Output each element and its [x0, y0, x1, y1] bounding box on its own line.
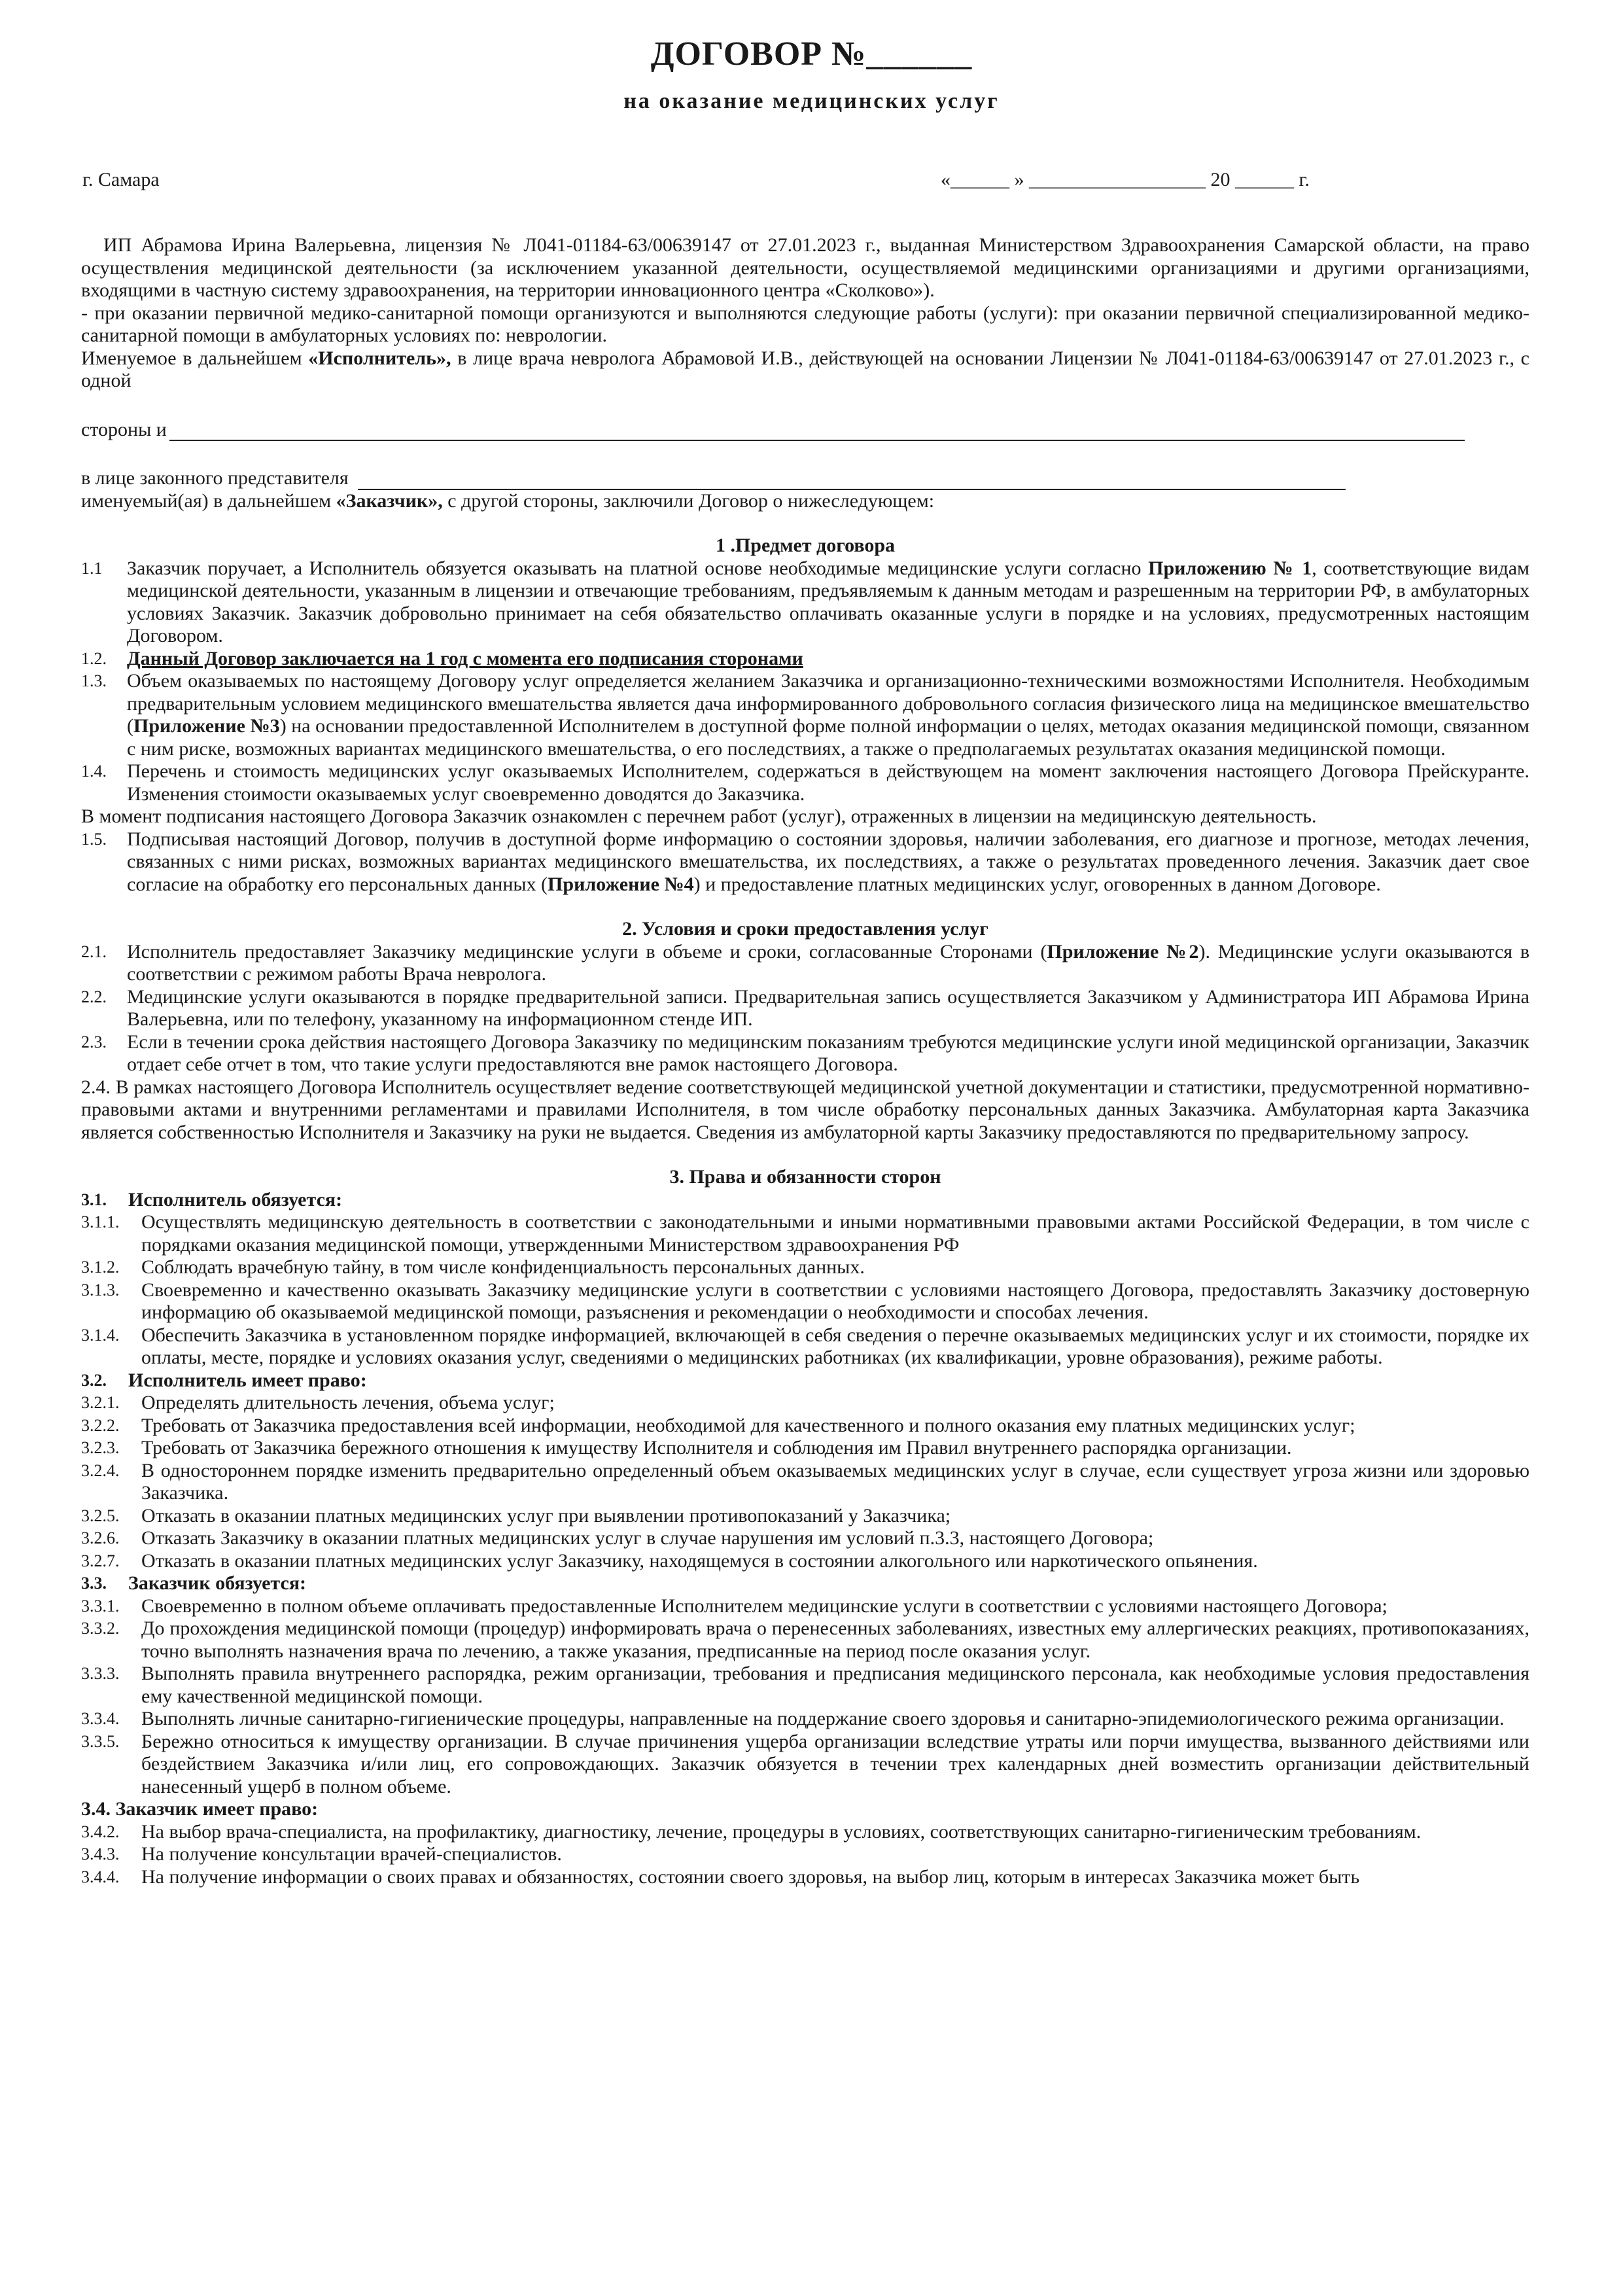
preamble-customer: именуемый(ая) в дальнейшем «Заказчик», с другой стороны, заключили Договор о нижеследующем: — [81, 489, 935, 512]
section-2-title: 2. Условия и сроки предоставления услуг — [622, 918, 988, 940]
clause-3-3-heading: 3.3. Заказчик обязуется: — [81, 1572, 307, 1594]
clause-1-1: 1.1 Заказчик поручает, а Исполнитель обязуется оказывать на платной основе необходимые медицинские услуги согласно Приложению № 1, соответствующие видам медицинской деятельности, указанным в лицензии и отвечающие требованиям, предъявляемым к данным методам и разрешенным на территории РФ, в амбулаторных условиях Заказчик. Заказчик добровольно принимает на себя обязательство оплачивать оказанные услуги в порядке и на условиях, предусмотренных настоящим Договором. — [81, 557, 1530, 646]
preamble-services: - при оказании первичной медико-санитарной помощи организуются и выполняются следующие работы (услуги): при оказании первичной специализированной медико-санитарной помощи в амбулаторных условиях по: неврологии. — [81, 302, 1529, 346]
clause-3-2-4: 3.2.4. В одностороннем порядке изменить предварительно определенный объем оказываемых медицинских услуг в случае, если существует угроза жизни или здоровью Заказчика. — [81, 1459, 1529, 1504]
clause-3-1-2: 3.1.2. Соблюдать врачебную тайну, в том числе конфиденциальность персональных данных. — [81, 1256, 865, 1278]
clause-3-2-heading: 3.2. Исполнитель имеет право: — [81, 1369, 367, 1391]
clause-3-1-4: 3.1.4. Обеспечить Заказчика в установленном порядке информацией, включающей в себя сведения о перечне оказываемых медицинских услуг и их стоимости, порядке их оплаты, месте, порядке и условиях оказания услуг, сведениями о медицинских работниках (их квалификации, уровне образования), режиме работы. — [81, 1324, 1529, 1368]
clause-3-1-3: 3.1.3. Своевременно и качественно оказывать Заказчику медицинские услуги в соответствии с условиями настоящего Договора, предоставлять Заказчику достоверную информацию об оказываемой медицинской помощи, разъяснения и рекомендации о необходимости и способах лечения. — [81, 1279, 1529, 1323]
clause-3-4-heading: 3.4. Заказчик имеет право: — [81, 1798, 319, 1820]
clause-3-3-2: 3.3.2. До прохождения медицинской помощи (процедур) информировать врача о перенесенных заболеваниях, известных ему аллергических реакциях, противопоказаниях, точно выполнять назначения врача по лечению, а также указания, предписанные на период после оказания услуг. — [81, 1617, 1529, 1662]
clause-3-3-4: 3.3.4. Выполнять личные санитарно-гигиенические процедуры, направленные на поддержание своего здоровья и санитарно-эпидемиологического режима организации. — [81, 1708, 1505, 1729]
document-subtitle: на оказание медицинских услуг — [623, 89, 1000, 113]
clause-1-4: 1.4. Перечень и стоимость медицинских услуг оказываемых Исполнителем, содержаться в действующем на момент заключения настоящего Договора Прейскуранте. Изменения стоимости оказываемых услуг своевременно доводятся до Заказчика. — [81, 760, 1529, 805]
clause-3-4-4: 3.4.4. На получение информации о своих правах и обязанностях, состоянии своего здоровья, на выбор лиц, которым в интересах Заказчика может быть — [81, 1865, 1360, 1888]
clause-2-1: 2.1. Исполнитель предоставляет Заказчику медицинские услуги в объеме и сроки, согласованные Сторонами (Приложение №2). Медицинские услуги оказываются в соответствии с режимом работы Врача невролога. — [81, 940, 1530, 985]
representative-line — [81, 467, 1529, 490]
clause-3-2-6: 3.2.6. Отказать Заказчику в оказании платных медицинских услуг в случае нарушения им условий п.3.3, настоящего Договора; — [81, 1527, 1154, 1549]
clause-1-5: 1.5. Подписывая настоящий Договор, получив в доступной форме информацию о состоянии здоровья, наличии заболевания, его диагнозе и прогнозе, методах лечения, связанных с ними рисках, возможных вариантах медицинского вмешательства, их последствиях, а также о результатах проведенного лечения. Заказчик дает свое согласие на обработку его персональных данных (Приложение №4) и предоставление платных медицинских услуг, оговоренных в данном Договоре. — [81, 828, 1529, 895]
preamble-executor: ИП Абрамова Ирина Валерьевна, лицензия № Л041-01184-63/00639147 от 27.01.2023 г., выданная Министерством Здравоохранения Самарской области, на право осуществления медицинской деятельности (за исключением указанной деятельности, осуществляемой медицинскими организациями и другими организациями, входящими в частную систему здравоохранения, на территории инновационного центра «Сколково»). — [81, 234, 1529, 301]
clause-1-3: 1.3. Объем оказываемых по настоящему Договору услуг определяется желанием Заказчика и организационно-техническими возможностями Исполнителя. Необходимым предварительным условием медицинского вмешательства является дача информированного добровольного согласия физического лица на медицинское вмешательство (Приложение №3) на основании предоставленной Исполнителем в доступной форме полной информации о целях, методах оказания медицинской помощи, связанном с ним риске, возможных вариантах медицинского вмешательства, о его последствиях, а также о предполагаемых результатах оказания медицинской помощи. — [81, 670, 1529, 760]
clause-3-2-5: 3.2.5. Отказать в оказании платных медицинских услуг при выявлении противопоказаний у Заказчика; — [81, 1504, 951, 1527]
party-line — [81, 419, 1529, 442]
representative-blank[interactable] — [358, 472, 1346, 490]
party-label: стороны и — [81, 418, 167, 440]
clause-3-3-5: 3.3.5. Бережно относиться к имуществу организации. В случае причинения ущерба организации вследствие утраты или порчи имущества, вызванного действиями или бездействием Заказчика и/или лиц, его сопровождающих. Заказчик обязуется в течении трех календарных дней возместить организации действительный нанесенный ущерб в полном объеме. — [81, 1730, 1529, 1797]
clause-1-4-note: В момент подписания настоящего Договора Заказчик ознакомлен с перечнем работ (услуг), отраженных в лицензии на медицинскую деятельность. — [81, 805, 1317, 827]
clause-3-2-3: 3.2.3. Требовать от Заказчика бережного отношения к имуществу Исполнителя и соблюдения им Правил внутреннего распорядка организации. — [81, 1437, 1292, 1458]
section-3-title: 3. Права и обязанности сторон — [669, 1166, 941, 1188]
clause-3-4-2: 3.4.2. На выбор врача-специалиста, на профилактику, диагностику, лечение, процедуры в условиях, соответствующих санитарно-гигиеническим требованиям. — [81, 1820, 1422, 1843]
clause-2-3: 2.3. Если в течении срока действия настоящего Договора Заказчику по медицинским показаниям требуются медицинские услуги иной медицинской организации, Заказчик отдает себе отчет в том, что такие услуги предоставляются вне рамок настоящего Договора. — [81, 1031, 1529, 1075]
section-1-title: 1 .Предмет договора — [715, 535, 896, 556]
representative-label: в лице законного представителя — [81, 467, 349, 489]
clause-3-2-7: 3.2.7. Отказать в оказании платных медицинских услуг Заказчику, находящемуся в состоянии алкогольного или наркотического опьянения. — [81, 1549, 1258, 1572]
document-title: ДОГОВОР №______ — [650, 35, 973, 73]
clause-2-4: 2.4. В рамках настоящего Договора Исполнитель осуществляет ведение соответствующей медицинской учетной документации и статистики, предусмотренной нормативно-правовыми актами и внутренними регламентами и правилами Исполнителя, в том числе обработку персональных данных Заказчика. Амбулаторная карта Заказчика является собственностью Исполнителя и Заказчику на руки не выдается. Сведения из амбулаторной карты Заказчику предоставляются по предварительному запросу. — [81, 1076, 1529, 1143]
clause-3-3-3: 3.3.3. Выполнять правила внутреннего распорядка, режим организации, требования и предписания медицинского персонала, как необходимые условия предоставления ему качественной медицинской помощи. — [81, 1663, 1529, 1707]
date-line: «______ » __________________ 20 ______ г. — [941, 169, 1310, 190]
clause-3-3-1: 3.3.1. Своевременно в полном объеме оплачивать предоставленные Исполнителем медицинские услуги в соответствии с условиями настоящего Договора; — [81, 1595, 1387, 1617]
clause-3-1-1: 3.1.1. Осуществлять медицинскую деятельность в соответствии с законодательными и иными нормативными правовыми актами Российской Федерации, в том числе с порядками оказания медицинской помощи, утвержденными Министерством здравоохранения РФ — [81, 1211, 1529, 1256]
clause-1-2: 1.2. Данный Договор заключается на 1 год с момента его подписания сторонами — [81, 647, 803, 669]
contract-body — [81, 234, 1529, 1888]
clause-3-1-heading: 3.1. Исполнитель обязуется: — [81, 1188, 343, 1210]
party-blank[interactable] — [169, 423, 1465, 441]
clause-2-2: 2.2. Медицинские услуги оказываются в порядке предварительной записи. Предварительная запись осуществляется Заказчиком у Администратора ИП Абрамова Ирина Валерьевна, или по телефону, указанному на информационном стенде ИП. — [81, 985, 1529, 1030]
city: г. Самара — [82, 169, 160, 190]
clause-3-4-3: 3.4.3. На получение консультации врачей-специалистов. — [81, 1843, 562, 1865]
preamble-named-executor: Именуемое в дальнейшем «Исполнитель», в лице врача невролога Абрамовой И.В., действующей на основании Лицензии № Л041-01184-63/00639147 от 27.01.2023 г., с одной — [81, 347, 1529, 391]
clause-3-2-1: 3.2.1. Определять длительность лечения, объема услуг; — [81, 1392, 555, 1413]
clause-3-2-2: 3.2.2. Требовать от Заказчика предоставления всей информации, необходимой для качественного и полного оказания ему платных медицинских услуг; — [81, 1414, 1355, 1436]
